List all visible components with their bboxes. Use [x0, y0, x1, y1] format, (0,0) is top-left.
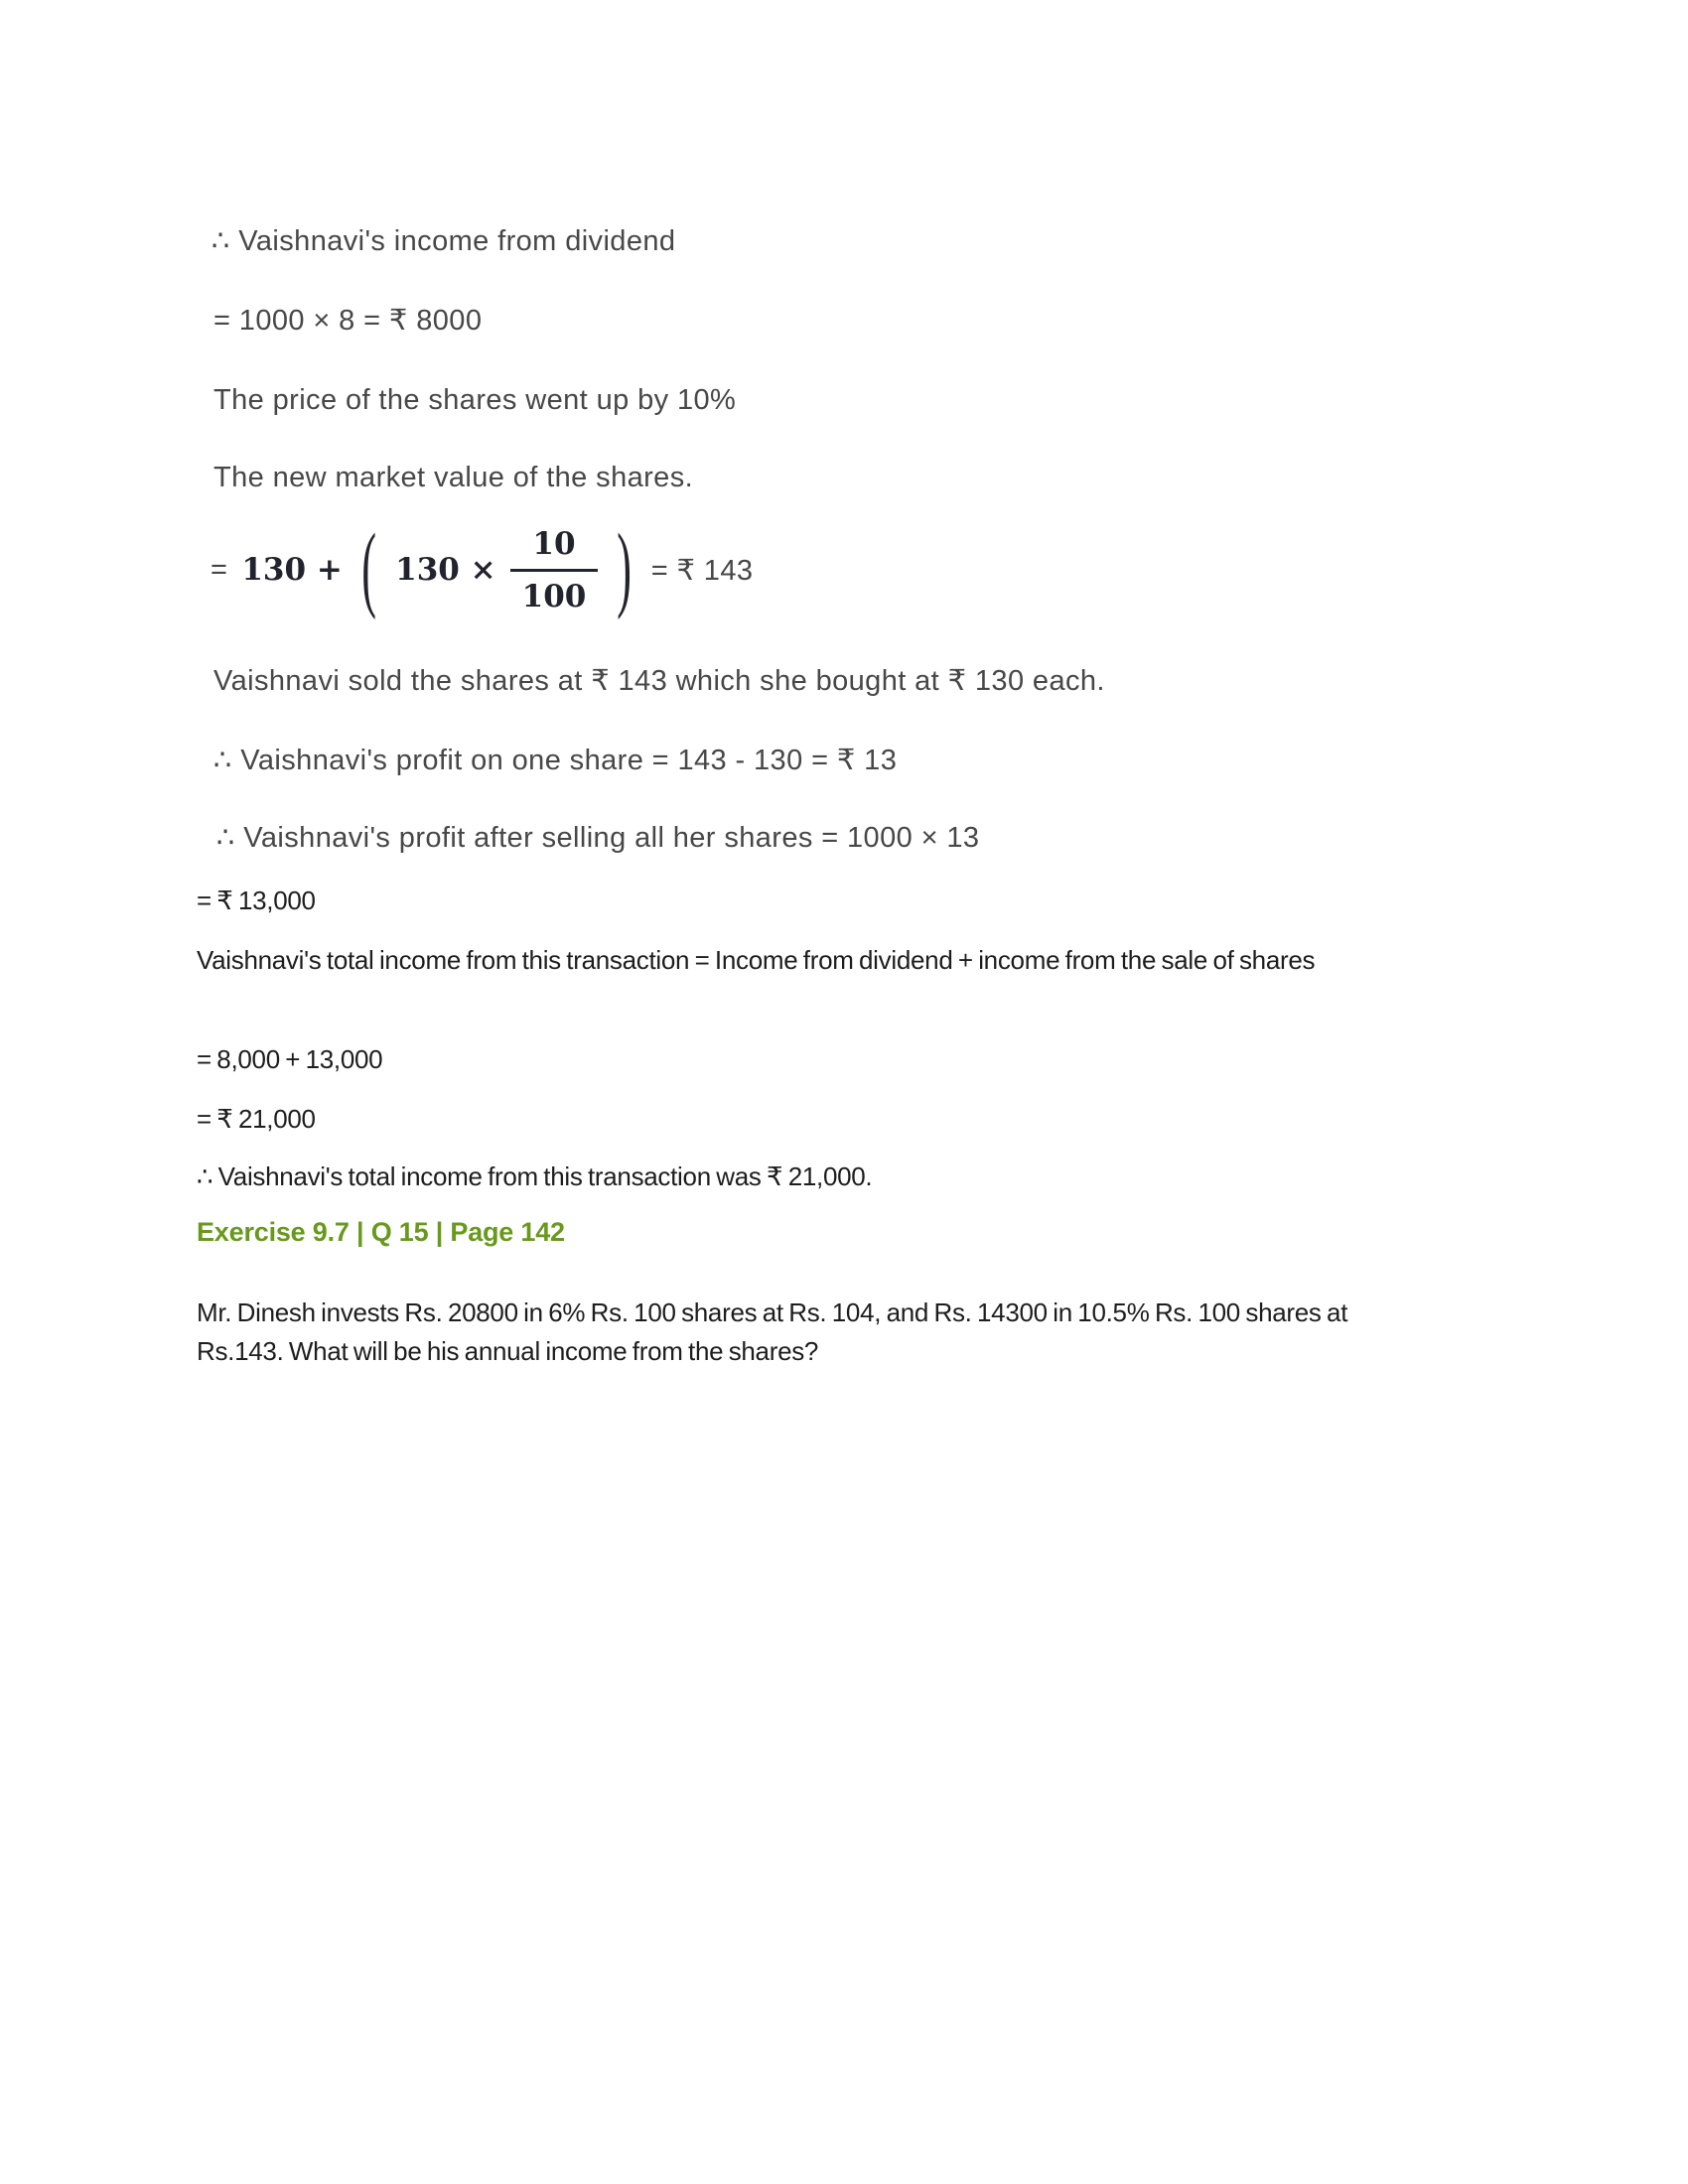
solution-line-21000: = ₹ 21,000 — [197, 1104, 316, 1134]
solution-line-dividend-calculation: = 1000 × 8 = ₹ 8000 — [213, 305, 483, 337]
equation-term-130-times: 130 × — [395, 552, 496, 588]
solution-line-profit-all-shares: ∴ Vaishnavi's profit after selling all her shares = 1000 × 13 — [216, 822, 980, 854]
solution-line-new-market-value-label: The new market value of the shares. — [213, 462, 694, 493]
equation-result-143: = ₹ 143 — [650, 554, 754, 587]
fraction-numerator: 10 — [510, 526, 599, 572]
question-paragraph: Mr. Dinesh invests Rs. 20800 in 6% Rs. 100 shares at Rs. 104, and Rs. 14300 in 10.5% Rs. 100 shares at Rs.143. What will be his annual income from the shares? — [197, 1297, 1348, 1366]
equation-term-130-plus: 130 + — [241, 552, 343, 588]
solution-line-conclusion: ∴ Vaishnavi's total income from this transaction was ₹ 21,000. — [197, 1161, 873, 1191]
solution-line-price-increase: The price of the shares went up by 10% — [213, 384, 737, 416]
solution-line-sold-shares: Vaishnavi sold the shares at ₹ 143 which she bought at ₹ 130 each. — [213, 665, 1105, 697]
close-parenthesis: ) — [617, 516, 633, 621]
solution-line-income-from-dividend: ∴ Vaishnavi's income from dividend — [211, 225, 676, 257]
solution-line-sum: = 8,000 + 13,000 — [197, 1044, 383, 1074]
open-parenthesis: ( — [361, 516, 376, 621]
exercise-reference-heading: Exercise 9.7 | Q 15 | Page 142 — [197, 1217, 565, 1247]
equation-new-market-value — [211, 511, 753, 628]
equation-equals-sign: = — [211, 553, 228, 586]
solution-line-profit-one-share: ∴ Vaishnavi's profit on one share = 143 - 130 = ₹ 13 — [213, 745, 898, 776]
solution-line-13000: = ₹ 13,000 — [197, 886, 316, 915]
fraction-denominator: 100 — [521, 578, 587, 614]
solution-paragraph-total-income: Vaishnavi's total income from this transaction = Income from dividend + income from the sale of shares — [197, 945, 1316, 975]
fraction-10-over-100 — [510, 526, 599, 614]
